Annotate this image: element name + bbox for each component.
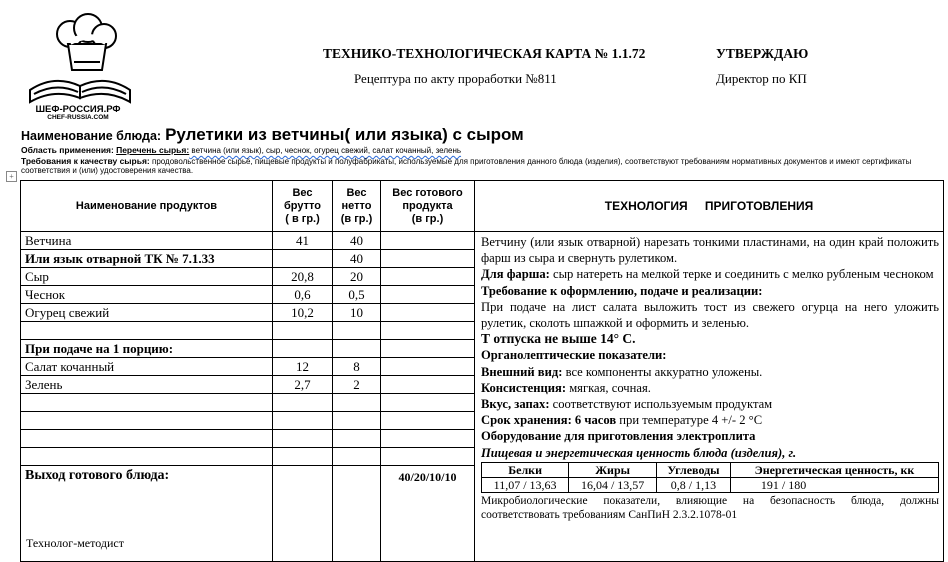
net-weight: 0,5 xyxy=(333,286,381,304)
requirements-label: Требования к качеству сырья: xyxy=(21,156,150,166)
tech-appearance: Внешний вид: все компоненты аккуратно уложены. xyxy=(481,364,763,379)
product-name: Зелень xyxy=(21,376,273,394)
requirements-block xyxy=(21,157,931,175)
gross-weight: 20,8 xyxy=(273,268,333,286)
gross-weight xyxy=(273,250,333,268)
product-name xyxy=(21,412,273,430)
header-technology: ТЕХНОЛОГИЯ ПРИГОТОВЛЕНИЯ xyxy=(475,181,944,232)
ready-weight xyxy=(381,412,475,430)
card-title: ТЕХНИКО-ТЕХНОЛОГИЧЕСКАЯ КАРТА № 1.1.72 xyxy=(323,46,646,61)
tech-stuffing: Для фарша: сыр натереть на мелкой терке и соединить с мелко рубленым чесноком xyxy=(481,267,934,282)
nutrition-header: Энергетическая ценность, кк xyxy=(730,462,938,477)
gross-weight xyxy=(273,412,333,430)
director-label: Директор по КП xyxy=(716,71,807,86)
dish-line xyxy=(21,125,524,145)
tech-step-1: Ветчину (или язык отварной) нарезать тонкими пластинами, на один край положить фарш из сыра и свернуть рулетиком. xyxy=(481,235,939,266)
table-move-handle-icon[interactable]: + xyxy=(6,171,17,182)
nutrition-table xyxy=(481,462,939,493)
scope-line xyxy=(21,146,461,155)
nutrition-header-row xyxy=(482,462,939,477)
gross-weight xyxy=(273,340,333,358)
logo-line1: ШЕФ-РОССИЯ.РФ xyxy=(35,104,121,115)
ready-weight xyxy=(381,304,475,322)
gross-weight: 2,7 xyxy=(273,376,333,394)
gross-weight: 12 xyxy=(273,358,333,376)
ready-weight xyxy=(381,232,475,250)
requirements-text: продовольственное сырьё, пищевые продукты и полуфабрикаты, используемые для приготовления данного блюда (изделия), соответствуют требованиям нормативных документов и имеют сертификаты соответствия и (или) удостоверения качества. xyxy=(21,157,912,175)
product-name: Сыр xyxy=(21,268,273,286)
nutrition-value: 0,8 / 1,13 xyxy=(657,477,731,492)
table-row xyxy=(21,232,944,250)
net-weight: 40 xyxy=(333,232,381,250)
gross-weight xyxy=(273,448,333,466)
product-name xyxy=(21,430,273,448)
gross-weight: 0,6 xyxy=(273,286,333,304)
logo-line2: CHEF-RUSSIA.COM xyxy=(47,114,109,120)
gross-weight xyxy=(273,322,333,340)
gross-weight: 41 xyxy=(273,232,333,250)
table-header-row xyxy=(21,181,944,232)
product-name: Салат кочанный xyxy=(21,358,273,376)
nutrition-value-row xyxy=(482,477,939,492)
net-weight xyxy=(333,322,381,340)
net-weight xyxy=(333,340,381,358)
net-weight: 8 xyxy=(333,358,381,376)
scope-list: ветчина (или язык), сыр, чеснок, огурец свежий, салат кочанный, зелень xyxy=(189,146,462,155)
product-name: Или язык отварной ТК № 7.1.33 xyxy=(21,250,273,268)
ready-weight xyxy=(381,268,475,286)
net-weight xyxy=(333,448,381,466)
approve-label: УТВЕРЖДАЮ xyxy=(716,46,809,61)
ready-weight xyxy=(381,286,475,304)
header-product: Наименование продуктов xyxy=(21,181,273,232)
gross-weight: 10,2 xyxy=(273,304,333,322)
product-name xyxy=(21,322,273,340)
nutrition-value: 11,07 / 13,63 xyxy=(482,477,569,492)
net-weight: 20 xyxy=(333,268,381,286)
net-weight xyxy=(333,430,381,448)
product-name: Ветчина xyxy=(21,232,273,250)
technology-text xyxy=(475,232,944,562)
output-label: Выход готового блюда: xyxy=(21,466,273,562)
technologist-label: Технолог-методист xyxy=(26,536,124,550)
gross-weight xyxy=(273,430,333,448)
recipe-table xyxy=(20,180,944,562)
net-weight: 2 xyxy=(333,376,381,394)
net-weight xyxy=(333,412,381,430)
tech-serving-label: Требование к оформлению, подаче и реализации: xyxy=(481,283,763,298)
scope-list-label: Перечень сырья: xyxy=(116,145,190,155)
tech-consistency: Консистенция: мягкая, сочная. xyxy=(481,380,651,395)
nutrition-header: Белки xyxy=(482,462,569,477)
nutrition-value: 16,04 / 13,57 xyxy=(569,477,657,492)
ready-weight xyxy=(381,358,475,376)
chef-hat-book-icon xyxy=(22,12,140,120)
product-name: При подаче на 1 порцию: xyxy=(21,340,273,358)
chef-russia-logo xyxy=(22,12,140,120)
output-net xyxy=(333,466,381,562)
ready-weight xyxy=(381,430,475,448)
ready-weight xyxy=(381,340,475,358)
product-name: Огурец свежий xyxy=(21,304,273,322)
ready-weight xyxy=(381,250,475,268)
header-net: Вес нетто (в гр.) xyxy=(333,181,381,232)
dish-name: Рулетики из ветчины( или языка) с сыром xyxy=(165,125,524,144)
header-ready: Вес готового продукта (в гр.) xyxy=(381,181,475,232)
nutrition-header: Жиры xyxy=(569,462,657,477)
output-gross xyxy=(273,466,333,562)
tech-temperature: Т отпуска не выше 14° С. xyxy=(481,331,636,347)
ready-weight xyxy=(381,448,475,466)
ready-weight xyxy=(381,376,475,394)
output-value: 40/20/10/10 xyxy=(381,466,475,562)
net-weight: 10 xyxy=(333,304,381,322)
header-gross: Вес брутто ( в гр.) xyxy=(273,181,333,232)
tech-serving: При подаче на лист салата выложить тост из свежего огурца на него уложить рулетик, сколоть шпажкой и оформить и зеленью. xyxy=(481,299,939,331)
micro-requirements: Микробиологические показатели, влияющие на безопасность блюда, должны соответствовать требованиям СанПиН 2.3.2.1078-01 xyxy=(481,494,939,521)
nutrition-title: Пищевая и энергетическая ценность блюда (изделия), г. xyxy=(481,445,797,460)
scope-label: Область применения: xyxy=(21,145,114,155)
product-name xyxy=(21,448,273,466)
tech-organoleptic: Органолептические показатели: xyxy=(481,348,667,363)
gross-weight xyxy=(273,394,333,412)
nutrition-header: Углеводы xyxy=(657,462,731,477)
dish-label: Наименование блюда: xyxy=(21,129,162,143)
ready-weight xyxy=(381,322,475,340)
ready-weight xyxy=(381,394,475,412)
product-name: Чеснок xyxy=(21,286,273,304)
tech-equipment: Оборудование для приготовления электроплита xyxy=(481,429,756,444)
recipe-reference: Рецептура по акту проработки №811 xyxy=(354,71,557,86)
tech-storage: Срок хранения: 6 часов при температуре 4 +/- 2 °С xyxy=(481,413,763,428)
net-weight: 40 xyxy=(333,250,381,268)
product-name xyxy=(21,394,273,412)
net-weight xyxy=(333,394,381,412)
tech-taste: Вкус, запах: соответствуют используемым продуктам xyxy=(481,397,773,412)
nutrition-value: 191 / 180 xyxy=(730,477,938,492)
